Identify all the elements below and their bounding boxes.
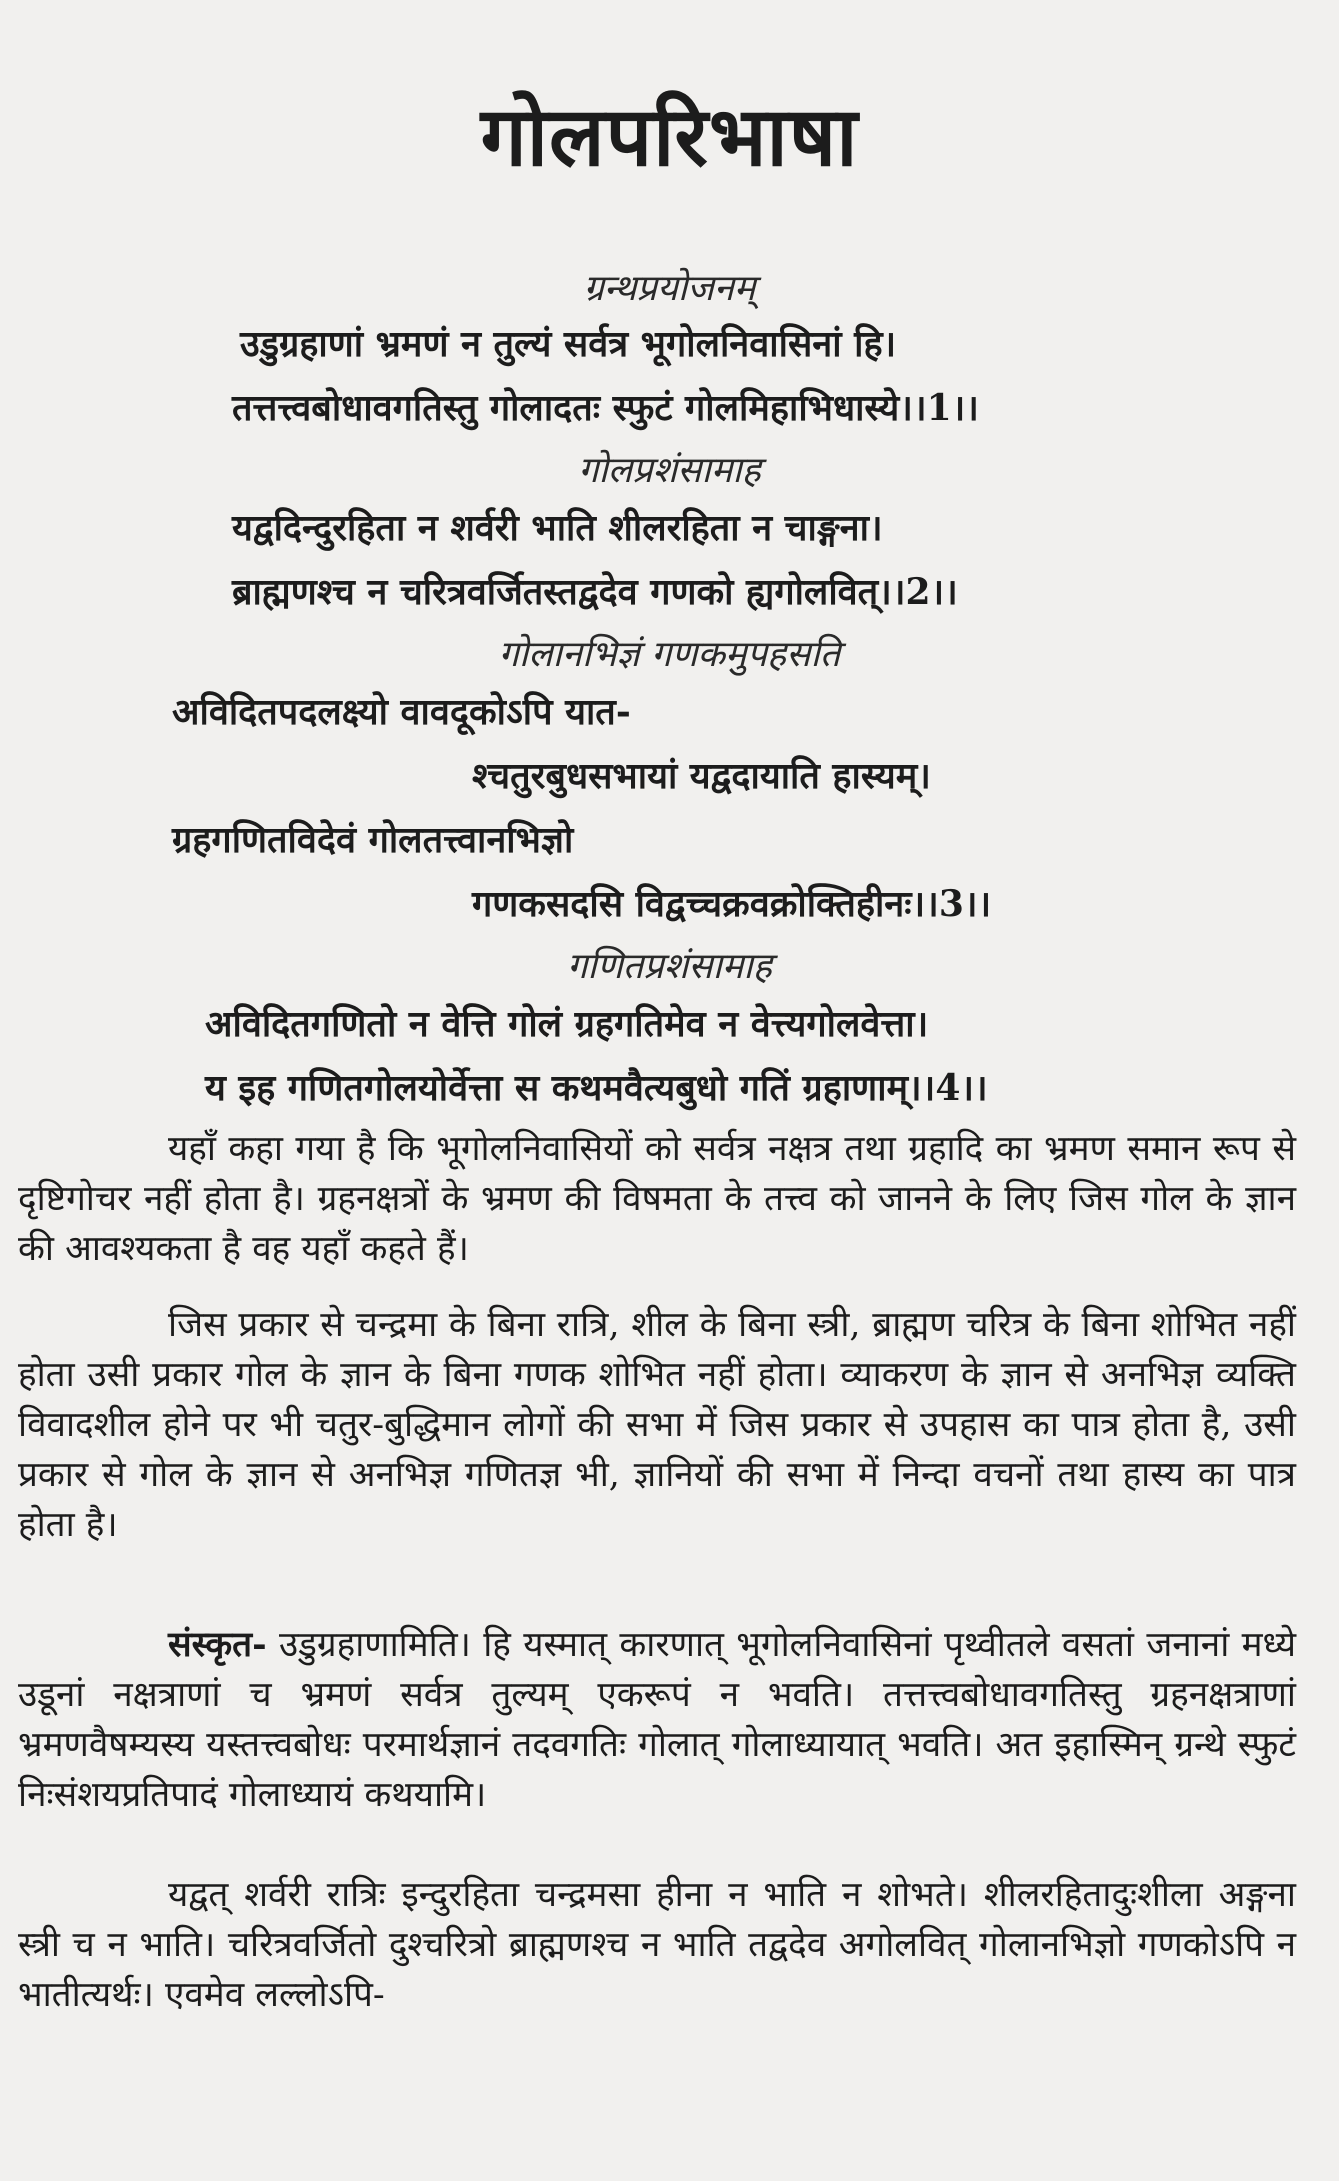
paragraph-hindi-1: यहाँ कहा गया है कि भूगोलनिवासियों को सर्वत्र नक्षत्र तथा ग्रहादि का भ्रमण समान रूप से दृष्टिगोचर नहीं होता है। ग्रहनक्षत्रों के भ्रमण की विषमता के तत्त्व को जानने के लिए जिस गोल के ज्ञान की आवश्यकता है वह यहाँ कहते हैं। bbox=[18, 1129, 1296, 1269]
verse-line: उडुग्रहाणां भ्रमणं न तुल्यं सर्वत्र भूगोलनिवासिनां हि। bbox=[240, 323, 897, 365]
section-heading-granthaprayojanam: ग्रन्थप्रयोजनम् bbox=[583, 268, 756, 309]
sanskrit-label: संस्कृत- bbox=[168, 1624, 267, 1665]
section-heading-ganitaprashamsa: गणितप्रशंसामाह bbox=[567, 946, 772, 987]
section-heading-golanabhijna: गोलानभिज्ञं गणकमुपहसति bbox=[498, 634, 841, 675]
verse-line: तत्तत्त्वबोधावगतिस्तु गोलादतः स्फुटं गोलमिहाभिधास्ये।।1।। bbox=[232, 387, 979, 429]
paragraph-sanskrit-commentary bbox=[18, 1620, 1296, 1820]
verse-line: ग्रहगणितविदेवं गोलतत्त्वानभिज्ञो bbox=[172, 819, 574, 861]
paragraph-hindi-2-text: जिस प्रकार से चन्द्रमा के बिना रात्रि, शील के बिना स्त्री, ब्राह्मण चरित्र के बिना शोभित नहीं होता उसी प्रकार गोल के ज्ञान के बिना गणक शोभित नहीं होता। व्याकरण के ज्ञान से अनभिज्ञ व्यक्ति विवादशील होने पर भी चतुर-बुद्धिमान लोगों की सभा में जिस प्रकार से उपहास का पात्र होता है, उसी प्रकार से गोल के ज्ञान से अनभिज्ञ गणितज्ञ भी, ज्ञानियों की सभा में निन्दा वचनों तथा हास्य का पात्र होता है। bbox=[18, 1305, 1296, 1545]
sanskrit-commentary-text: उडुग्रहाणामिति। हि यस्मात् कारणात् भूगोलनिवासिनां पृथ्वीतले वसतां जनानां मध्ये उडूनां नक्षत्राणां च भ्रमणं सर्वत्र तुल्यम् एकरूपं न भवति। तत्तत्त्वबोधावगतिस्तु ग्रहनक्षत्राणां भ्रमणवैषम्यस्य यस्तत्त्वबोधः परमार्थज्ञानं तदवगतिः गोलात् गोलाध्यायात् भवति। अत इहास्मिन् ग्रन्थे स्फुटं निःसंशयप्रतिपादं गोलाध्यायं कथयामि। bbox=[18, 1625, 1296, 1815]
verse-line: गणकसदसि विद्वच्चक्रवक्रोक्तिहीनः।।3।। bbox=[472, 883, 992, 925]
verse-line: अविदितगणितो न वेत्ति गोलं ग्रहगतिमेव न वेत्त्यगोलवेत्ता। bbox=[205, 1003, 929, 1045]
verse-line: य इह गणितगोलयोर्वेत्ता स कथमवैत्यबुधो गतिं ग्रहाणाम्।।4।। bbox=[205, 1067, 988, 1109]
page-title: गोलपरिभाषा bbox=[480, 89, 859, 185]
paragraph-sanskrit-2: यद्वत् शर्वरी रात्रिः इन्दुरहिता चन्द्रमसा हीना न भाति न शोभते। शीलरहितादुःशीला अङ्गना स्त्री च न भाति। चरित्रवर्जितो दुश्चरित्रो ब्राह्मणश्च न भाति तद्वदेव अगोलवित् गोलानभिज्ञो गणकोऽपि न भातीत्यर्थः। एवमेव लल्लोऽपि- bbox=[18, 1875, 1296, 2015]
section-heading-golaprashamsa: गोलप्रशंसामाह bbox=[578, 450, 761, 491]
verse-line: ब्राह्मणश्च न चरित्रवर्जितस्तद्वदेव गणको ह्यगोलवित्।।2।। bbox=[232, 571, 958, 613]
verse-line: अविदितपदलक्ष्यो वावदूकोऽपि यात- bbox=[172, 691, 631, 733]
verse-line: श्चतुरबुधसभायां यद्वदायाति हास्यम्। bbox=[472, 755, 931, 797]
verse-line: यद्वदिन्दुरहिता न शर्वरी भाति शीलरहिता न चाङ्गना। bbox=[232, 507, 883, 549]
paragraph-hindi-2 bbox=[18, 1300, 1296, 1550]
